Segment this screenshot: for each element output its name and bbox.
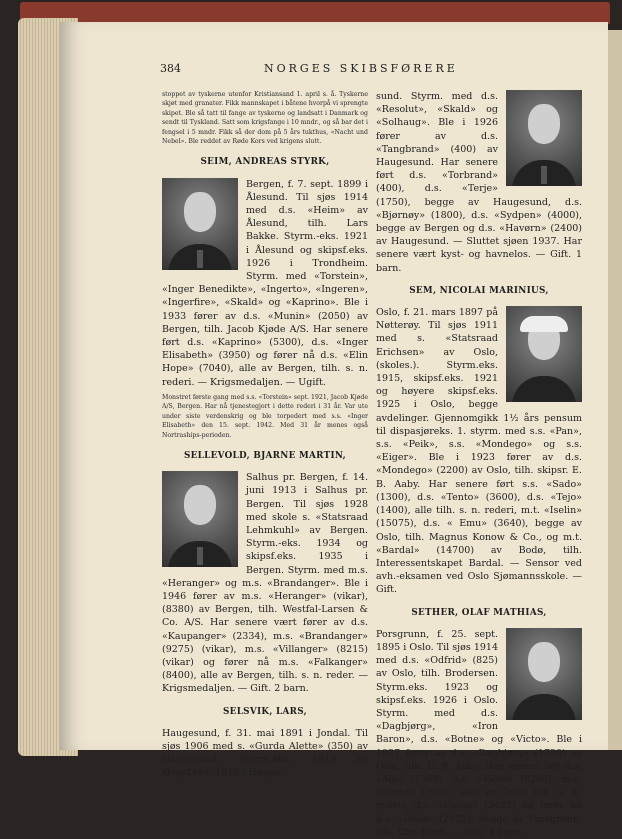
portrait-seim-andreas: [162, 178, 238, 270]
entry-name-sether-olaf: SETHER, OLAF MATHIAS,: [411, 607, 547, 618]
entry-name-sellevold-bjarne: SELLEVOLD, BJARNE MARTIN,: [183, 450, 347, 461]
right-column: [376, 90, 582, 839]
entry-name-seim-andreas: SEIM, ANDREAS STYRK,: [200, 157, 330, 168]
portrait-sem-nicolai: [506, 306, 582, 402]
page-number: 384: [160, 62, 181, 75]
entry-text-selsvik-lars: Haugesund, f. 31. mai 1891 i Jondal. Til sjøs 1906 med s. «Gurda Alette» (350) av Haugesund. Styrm.eks. 1913 og skipsf.eks. 1915 i Hauge-: [162, 727, 368, 779]
left-column: [162, 90, 368, 780]
portrait-sether-olaf: [506, 628, 582, 720]
entry-text-seim-andreas: Bergen, f. 7. sept. 1899 i Ålesund. Til sjøs 1914 med d.s. «Heim» av Ålesund, tilh. Lars Bakke. Styrm.-eks. 1921 i Ålesund og skipsf.eks. 1926 i Trondheim. Styrm. med «Torstein», «Inger Benedikte», «Ingerto», «Ingeren», «Ingerfire», «Skald» og «Kaprino». Ble i 1933 fører av d.s. «Munin» (2050) av Bergen, tilh. Jacob Kjøde A/S. Har senere ført d.s. «Kaprino» (5300), d.s. «Inger Elisabeth» (3950) og fører nå d.s. «Elin Hope» (7040), alle av Bergen, tilh. s. n. rederi. — Krigsmedaljen. — Ugift.: [162, 178, 368, 388]
portrait-sellevold-bjarne: [162, 471, 238, 567]
entry-text-sellevold-bjarne: Salhus pr. Bergen, f. 14. juni 1913 i Salhus pr. Bergen. Til sjøs 1928 med skole s. «Statsraad Lehmkuhl» av Bergen. Styrm.-eks. 1934 og skipsf.eks. 1935 i Bergen. Styrm. med m.s. «Heranger» og m.s. «Brandanger». Ble i 1946 fører av m.s. «Heranger» (vikar), (8380) av Bergen, tilh. Westfal-Larsen & Co. A/S. Har senere vært fører av d.s. «Kaupanger» (2334), m.s. «Brandanger» (9275) (vikar), m.s. «Villanger» (8215) (vikar) og fører nå m.s. «Falkanger» (8400), alle av Bergen, tilh. s. n. reder. — Krigsmedaljen. — Gift. 2 barn.: [162, 472, 368, 695]
entry-text-sem-nicolai: Oslo, f. 21. mars 1897 på Nøtterøy. Til sjøs 1911 med s. «Statsraad Erichsen» av Oslo, (skoles.). Styrm.eks. 1915, skipsf.eks. 1921 og høyere skipsf.eks. 1925 i Oslo, begge avdelinger. Gjennomgikk 1½ års pensum til dispasjøreks. 1. styrm. med s.s. «Pan», s.s. «Peik», s.s. «Mondego» og s.s. «Eiger». Ble i 1923 fører av d.s. «Mondego» (2200) av Oslo, tilh. skipsr. E. B. Aaby. Har senere ført s.s. «Sado» (1300), d.s. «Tento» (3600), d.s. «Tejo» (1400), alle tilh. s. n. rederi, m.t. «Iselin» (15075), d.s. « Emu» (3640), begge av Oslo, tilh. Magnus Konow & Co., og m.t. «Bardal» (14700) av Bodø, tilh. Interessentskapet Bardal. — Sensor ved avh.-eksamen ved Oslo Sjømannsskole. — Gift.: [376, 307, 582, 596]
entry-note-seim-andreas: Monstret første gang med s.s. «Torstein» sept. 1921, Jacob Kjøde A/S, Bergen. Har nå tjenestegjort i dette rederi i 31 år. Var ute under siste verdenskrig og ble torpedert med s.s. «Inger Elisabeth» den 15. sept. 1942. Med 31 år menes også Nortraships-perioden.: [162, 393, 368, 439]
book-cover-edge: [20, 2, 610, 24]
intro-note: stoppet av tyskerne utenfor Kristiansand 1. april s. å. Tyskerne skjøt med granater. Fikk mannskapet i båtene hvorpå vi sprengte skipet. Ble så tatt til fange av tyskerne og landsatt i Danmark og sendt til Tyskland. Satt som krigsfange i 10 mndr., og så bar det i fengsel i 5 mndr. Fikk så der dom på 5 års tukthus, «Nacht und Nebel». Ble reddet av Røde Kors ved krigens slutt.: [162, 91, 368, 146]
entry-name-sem-nicolai: SEM, NICOLAI MARINIUS,: [409, 285, 549, 296]
page-header: [160, 62, 480, 78]
running-title: NORGES SKIBSFØRERE: [264, 62, 458, 75]
entry-text-sether-olaf: Porsgrunn, f. 25. sept. 1895 i Oslo. Til sjøs 1914 med d.s. «Odfrid» (825) av Oslo, tilh. Brodersen. Styrm.eks. 1923 og skipsf.eks. 1926 i Oslo. Styrm. med d.s. «Dagbjørg», «Iron Baron», d.s. «Botne» og «Victo». Ble i 1927 fører av d.s. «Dagbjørg» (1720) av Oslo, tilh. E. B. Aaby. Har senere ført d.s. «Ala» (1300), d.s. «Victo» (8200), m.s. «Tento» (7600), alle av Oslo, tilh. s. n. rederi, d.s. «Dione» (2425) og fører nå d.s. «Dixie» (2425), begge av Porsgrunn, tilh. Chr. Reim. — Gift. 4 barn.: [376, 628, 582, 838]
entry-text-selsvik-lars-continued: sund. Styrm. med d.s. «Resolut», «Skald» og «Solhaug». Ble i 1926 fører av d.s. «Tangbrand» (400) av Haugesund. Har senere ført d.s. «Torbrand» (400), d.s. «Terje» (1750), begge av Haugesund, d.s. «Bjørnøy» (1800), d.s. «Sydpen» (4000), begge av Bergen og d.s. «Havørn» (2400) av Haugesund. — Sluttet sjøen 1937. Har senere vært kyst- og havnelos. — Gift. 1 barn.: [376, 91, 582, 274]
entry-name-selsvik-lars: SELSVIK, LARS,: [223, 706, 307, 717]
portrait-selsvik-lars: [506, 90, 582, 186]
right-page-edge: [608, 30, 622, 750]
